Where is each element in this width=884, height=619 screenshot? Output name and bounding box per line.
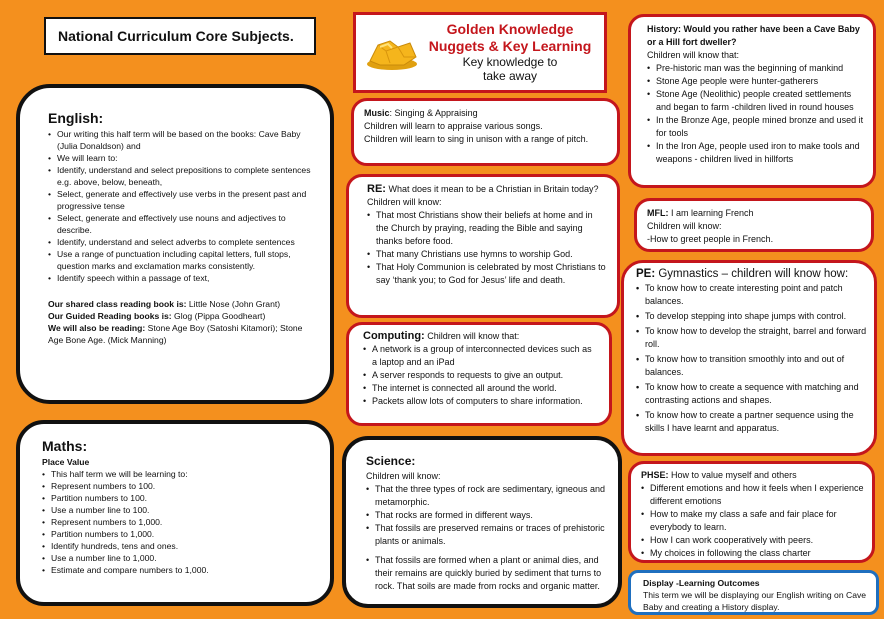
phse-panel xyxy=(628,461,875,563)
list-item: • That fossils are formed when a plant or animal dies, and their remains are quickly buried by sediment that turns to rock. That soils are made from rocks and organic matter. xyxy=(366,554,606,593)
list-item: • Different emotions and how it feels when I experience different emotions xyxy=(641,482,864,508)
list-item: • That Holy Communion is celebrated by most Christians to say ‘thank you; to God for Jesus’ life and death. xyxy=(367,261,607,287)
english-heading: English: xyxy=(48,110,104,126)
computing-panel xyxy=(346,322,612,426)
phse-list xyxy=(641,482,864,560)
list-item: • Select, generate and effectively use nouns and adjectives to describe. xyxy=(48,212,314,236)
shared-reading-label: Our shared class reading book is: xyxy=(48,299,187,309)
guided-reading-value: Glog (Pippa Goodheart) xyxy=(171,311,266,321)
re-intro: Children will know: xyxy=(367,197,442,207)
mfl-title-line xyxy=(647,207,861,220)
list-item: • To know how to develop the straight, barrel and forward roll. xyxy=(636,325,868,351)
history-label: History: xyxy=(647,24,682,34)
nuggets-sub-line2: take away xyxy=(482,69,538,83)
mfl-topic: I am learning French xyxy=(668,208,754,218)
list-item: • That many Christians use hymns to worship God. xyxy=(367,248,607,261)
list-item: • To know how to create a sequence with matching and contrasting actions and shapes. xyxy=(636,381,868,407)
music-topic: : Singing & Appraising xyxy=(389,108,478,118)
list-item: • Our writing this half term will be based on the books: Cave Baby (Julia Donaldson) and xyxy=(48,128,314,152)
list-item: • That rocks are formed in different ways. xyxy=(366,509,606,522)
history-intro: Children will know that: xyxy=(647,50,740,60)
maths-list xyxy=(42,468,314,576)
list-item: • Stone Age (Neolithic) people created settlements and began to farm -children lived in round houses xyxy=(647,88,865,114)
list-item: • That the three types of rock are sedimentary, igneous and metamorphic. xyxy=(366,483,606,509)
list-item: • Partition numbers to 100. xyxy=(42,492,314,504)
music-line2: Children will learn to sing in unison with a range of pitch. xyxy=(364,134,589,144)
re-question: What does it mean to be a Christian in Britain today? xyxy=(385,184,599,194)
list-item: • A network is a group of interconnected devices such as a laptop and an iPad xyxy=(363,343,599,369)
pe-list xyxy=(636,282,868,435)
list-item: • Packets allow lots of computers to share information. xyxy=(363,395,599,408)
display-panel xyxy=(628,570,879,615)
computing-list xyxy=(363,343,599,408)
list-item: • In the Iron Age, people used iron to make tools and weapons - children lived in hillforts xyxy=(647,140,865,166)
guided-reading-label: Our Guided Reading books is: xyxy=(48,311,172,321)
re-list xyxy=(367,209,607,287)
list-item: • To know how to create a partner sequence using the skills I have learnt and apparatus. xyxy=(636,409,868,435)
science-list xyxy=(366,483,606,593)
nuggets-text xyxy=(422,21,598,83)
pe-label: PE: xyxy=(636,268,656,280)
phse-label: PHSE: xyxy=(641,470,669,480)
shared-reading-value: Little Nose (John Grant) xyxy=(186,299,281,309)
list-item: • Use a range of punctuation including capital letters, full stops, question marks and exclamation marks consistently. xyxy=(48,248,314,272)
list-item: • Use a number line to 100. xyxy=(42,504,314,516)
guided-reading-line xyxy=(48,310,314,322)
list-item: • Stone Age people were hunter-gatherers xyxy=(647,75,865,88)
display-text: This term we will be displaying our English writing on Cave Baby and creating a History display. xyxy=(643,590,867,612)
science-panel xyxy=(342,436,622,608)
list-item: • That fossils are preserved remains or traces of prehistoric plants or animals. xyxy=(366,522,606,548)
nuggets-title-line1: Golden Knowledge xyxy=(446,21,574,37)
mfl-line1: Children will know: xyxy=(647,221,722,231)
pe-topic: Gymnastics – children will know how: xyxy=(655,268,849,280)
re-label: RE: xyxy=(367,183,386,195)
list-item: • Represent numbers to 100. xyxy=(42,480,314,492)
music-label: Music xyxy=(364,108,390,118)
list-item: • We will learn to: xyxy=(48,152,314,164)
mfl-panel xyxy=(634,198,874,252)
mfl-line2: -How to greet people in French. xyxy=(647,234,774,244)
list-item: • To develop stepping into shape jumps with control. xyxy=(636,310,868,323)
music-panel xyxy=(351,98,620,166)
history-panel xyxy=(628,14,876,188)
shared-reading-line xyxy=(48,298,314,310)
history-title-line xyxy=(647,23,865,49)
science-intro: Children will know: xyxy=(366,471,441,481)
history-question: Would you rather have been a Cave Baby or a Hill fort dweller? xyxy=(647,24,860,47)
also-reading-label: We will also be reading: xyxy=(48,323,146,333)
maths-heading: Maths: xyxy=(42,438,88,454)
list-item: • Identify, understand and select adverbs to complete sentences xyxy=(48,236,314,248)
pe-panel xyxy=(621,260,877,456)
computing-title-line xyxy=(363,330,599,343)
page-title-box xyxy=(44,17,316,55)
science-heading: Science: xyxy=(366,454,416,468)
gold-nugget-icon xyxy=(364,31,420,76)
list-item: • Pre-historic man was the beginning of mankind xyxy=(647,62,865,75)
list-item: • Represent numbers to 1,000. xyxy=(42,516,314,528)
list-item: • My choices in following the class charter xyxy=(641,547,864,560)
mfl-label: MFL: xyxy=(647,208,669,218)
history-list xyxy=(647,62,865,166)
list-item: • Use a number line to 1,000. xyxy=(42,552,314,564)
also-reading-value: Stone Age Boy (Satoshi Kitamori); Stone Age Bone Age. (Mick Manning) xyxy=(48,323,303,345)
phse-topic: How to value myself and others xyxy=(668,470,797,480)
list-item: • The internet is connected all around the world. xyxy=(363,382,599,395)
list-item: • This half term we will be learning to: xyxy=(42,468,314,480)
list-item: • Identify speech within a passage of text, xyxy=(48,272,314,284)
list-item: • How I can work cooperatively with peers. xyxy=(641,534,864,547)
reading-books xyxy=(48,298,314,346)
list-item: • Select, generate and effectively use verbs in the present past and progressive tense xyxy=(48,188,314,212)
computing-label: Computing: xyxy=(363,330,425,342)
list-item: • Partition numbers to 1,000. xyxy=(42,528,314,540)
list-item: • In the Bronze Age, people mined bronze and used it for tools xyxy=(647,114,865,140)
pe-title-line xyxy=(636,267,868,282)
re-panel xyxy=(346,174,620,318)
display-heading: Display -Learning Outcomes xyxy=(643,578,760,588)
maths-subheading: Place Value xyxy=(42,457,90,467)
list-item: • To know how to transition smoothly into and out of balances. xyxy=(636,353,868,379)
nuggets-title-line2: Nuggets & Key Learning xyxy=(428,38,592,54)
page-title: National Curriculum Core Subjects. xyxy=(58,28,294,44)
english-list xyxy=(48,128,314,284)
computing-intro: Children will know that: xyxy=(424,331,520,341)
maths-panel xyxy=(16,420,334,606)
music-line1: Children will learn to appraise various songs. xyxy=(364,121,543,131)
list-item: • Estimate and compare numbers to 1,000. xyxy=(42,564,314,576)
list-item: • Identify, understand and select prepositions to complete sentences e.g. above, below, beneath, xyxy=(48,164,314,188)
re-title-line xyxy=(367,183,607,196)
list-item: • To know how to create interesting point and patch balances. xyxy=(636,282,868,308)
list-item: • That most Christians show their beliefs at home and in the Church by praying, reading the Bible and saying thanks before food. xyxy=(367,209,607,248)
phse-title-line xyxy=(641,469,864,482)
english-panel xyxy=(16,84,334,404)
nuggets-sub-line1: Key knowledge to xyxy=(462,55,558,69)
list-item: • Identify hundreds, tens and ones. xyxy=(42,540,314,552)
list-item: • A server responds to requests to give an output. xyxy=(363,369,599,382)
music-title-line xyxy=(364,107,607,120)
list-item: • How to make my class a safe and fair place for everybody to learn. xyxy=(641,508,864,534)
also-reading-line xyxy=(48,322,314,346)
golden-nuggets-panel xyxy=(353,12,607,93)
